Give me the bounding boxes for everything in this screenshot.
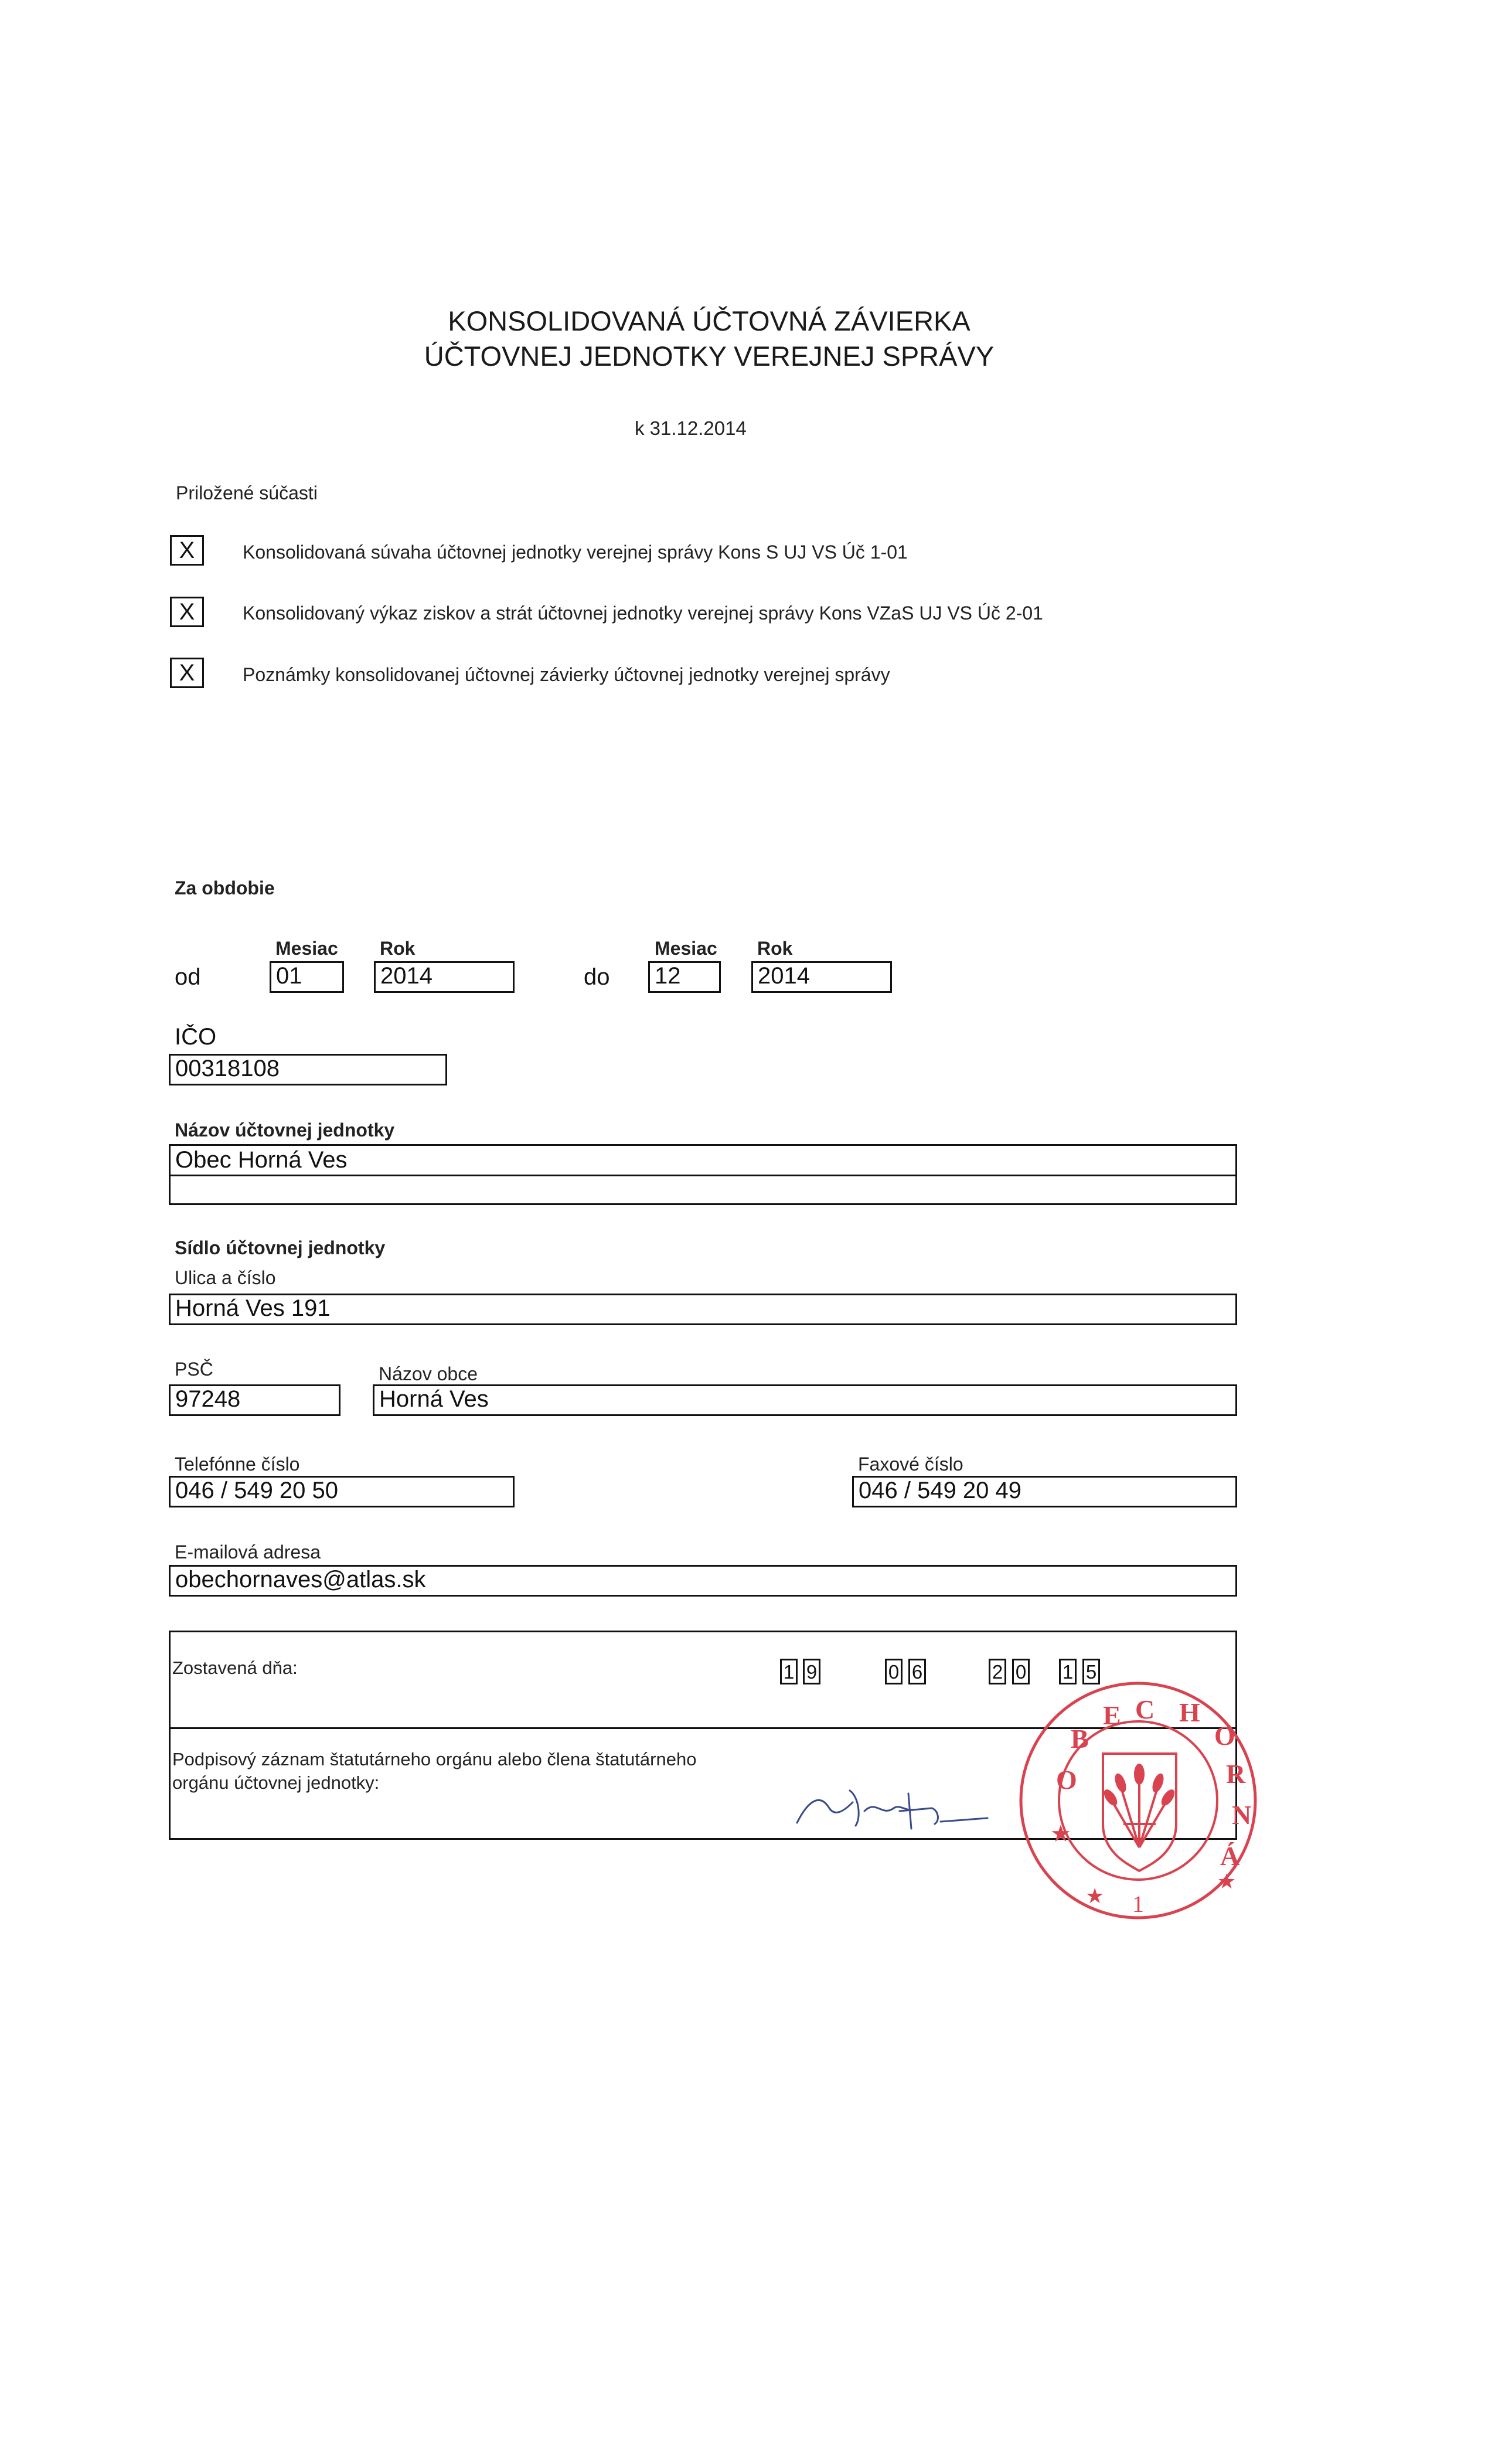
svg-text:★: ★	[1217, 1870, 1237, 1893]
psc-label: PSČ	[175, 1359, 213, 1380]
attachment-label-1: Konsolidovaná súvaha účtovnej jednotky verejnej správy Kons S UJ VS Úč 1-01	[243, 542, 908, 563]
psc-field[interactable]: 97248	[169, 1384, 340, 1416]
document-date: k 31.12.2014	[635, 417, 747, 439]
to-year-label: Rok	[757, 938, 793, 959]
to-month-label: Mesiac	[655, 938, 717, 959]
ico-field[interactable]: 00318108	[169, 1054, 447, 1085]
from-year-field[interactable]: 2014	[374, 961, 515, 993]
svg-text:O: O	[1056, 1765, 1077, 1795]
svg-text:★: ★	[1085, 1884, 1105, 1908]
attachment-label-2: Konsolidovaný výkaz ziskov a strát účtovnej jednotky verejnej správy Kons VZaS UJ VS Úč 2-01	[243, 603, 1043, 624]
from-label: od	[175, 964, 201, 990]
svg-text:1: 1	[1132, 1891, 1144, 1917]
date-year-digit-1[interactable]: 2	[989, 1659, 1006, 1684]
entity-name-label: Názov účtovnej jednotky	[175, 1119, 395, 1141]
to-label: do	[584, 964, 610, 990]
entity-name-line1: Obec Horná Ves	[175, 1147, 348, 1173]
fax-field[interactable]: 046 / 549 20 49	[852, 1476, 1237, 1507]
seat-label: Sídlo účtovnej jednotky	[175, 1237, 386, 1258]
from-month-label: Mesiac	[275, 938, 338, 959]
to-month-field[interactable]: 12	[648, 961, 721, 993]
from-month-field[interactable]: 01	[270, 961, 344, 993]
date-month-digit-2[interactable]: 6	[908, 1659, 926, 1684]
svg-text:Á: Á	[1220, 1841, 1240, 1871]
official-stamp	[1015, 1677, 1261, 1924]
to-year-field[interactable]: 2014	[751, 961, 892, 993]
attachment-label-3: Poznámky konsolidovanej účtovnej závierky účtovnej jednotky verejnej správy	[243, 664, 890, 685]
phone-label: Telefónne číslo	[175, 1454, 300, 1475]
ico-label: IČO	[175, 1024, 217, 1050]
svg-text:E: E	[1103, 1700, 1121, 1730]
attachment-checkbox-3[interactable]: X	[170, 658, 204, 688]
city-field[interactable]: Horná Ves	[373, 1384, 1237, 1416]
phone-field[interactable]: 046 / 549 20 50	[169, 1476, 515, 1507]
email-label: E-mailová adresa	[175, 1541, 321, 1563]
handwritten-signature	[794, 1776, 993, 1840]
svg-text:★: ★	[1050, 1820, 1071, 1847]
svg-text:H: H	[1179, 1697, 1200, 1727]
period-label: Za obdobie	[175, 877, 275, 899]
attachments-label: Priložené súčasti	[176, 482, 318, 503]
svg-text:N: N	[1232, 1800, 1252, 1830]
svg-text:R: R	[1226, 1759, 1246, 1789]
signature-label: Podpisový záznam štatutárneho orgánu alebo člena štatutárneho orgánu účtovnej jednotky:	[172, 1749, 697, 1793]
compiled-label: Zostavená dňa:	[172, 1658, 298, 1678]
document-title-line1: KONSOLIDOVANÁ ÚČTOVNÁ ZÁVIERKA	[448, 305, 970, 336]
svg-text:B: B	[1071, 1724, 1089, 1754]
fax-label: Faxové číslo	[858, 1454, 963, 1475]
date-day-digit-1[interactable]: 1	[780, 1659, 798, 1684]
entity-name-field[interactable]	[169, 1144, 1237, 1205]
svg-text:C: C	[1135, 1694, 1155, 1724]
date-year-digit-4[interactable]: 5	[1082, 1659, 1100, 1684]
date-month-digit-1[interactable]: 0	[885, 1659, 903, 1684]
street-field[interactable]: Horná Ves 191	[169, 1294, 1237, 1325]
document-title-line2: ÚČTOVNEJ JEDNOTKY VEREJNEJ SPRÁVY	[424, 341, 995, 372]
stamp-seal-icon	[1015, 1677, 1261, 1924]
attachment-checkbox-1[interactable]: X	[170, 535, 204, 566]
date-year-digit-3[interactable]: 1	[1059, 1659, 1077, 1684]
svg-text:O: O	[1214, 1721, 1235, 1751]
from-year-label: Rok	[380, 938, 416, 959]
date-day-digit-2[interactable]: 9	[803, 1659, 820, 1684]
street-label: Ulica a číslo	[175, 1267, 276, 1288]
email-field[interactable]: obechornaves@atlas.sk	[169, 1565, 1237, 1597]
city-label: Názov obce	[379, 1363, 478, 1384]
entity-name-divider	[171, 1175, 1235, 1176]
attachment-checkbox-2[interactable]: X	[170, 597, 204, 627]
date-year-digit-2[interactable]: 0	[1012, 1659, 1030, 1684]
